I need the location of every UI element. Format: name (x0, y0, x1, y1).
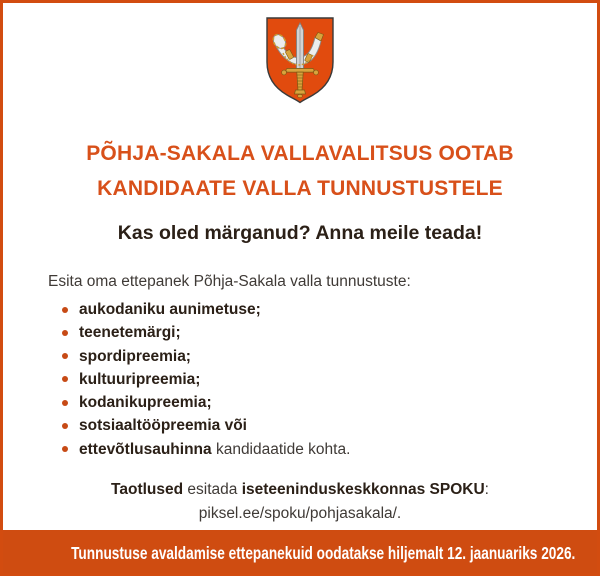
list-item (62, 368, 600, 391)
poster-title-line2: KANDIDAATE VALLA TUNNUSTUSTELE (97, 176, 503, 200)
list-item (62, 321, 600, 344)
application-info (20, 478, 580, 526)
award-name: sotsiaaltööpreemia või (79, 417, 247, 435)
poster-title-line1: PÕHJA-SAKALA VALLAVALITSUS OOTAB (86, 142, 514, 165)
bullet-icon (62, 307, 68, 313)
award-suffix: kandidaatide kohta. (211, 440, 351, 458)
award-name: kodanikupreemia; (79, 394, 212, 412)
award-name: ettevõtlusauhinna (79, 440, 212, 458)
award-name: teenetemärgi; (79, 324, 181, 342)
pohja-sakala-coat-of-arms-icon (265, 16, 335, 105)
list-item (62, 345, 600, 368)
list-item (62, 438, 600, 461)
bullet-icon (62, 423, 68, 429)
bullet-icon (62, 330, 68, 336)
intro-text: Esita oma ettepanek Põhja-Sakala valla tunnustuste: (48, 273, 411, 290)
application-bold: Taotlused (111, 481, 184, 499)
application-url: piksel.ee/spoku/pohjasakala/. (198, 505, 402, 523)
poster-subtitle: Kas oled märganud? Anna meile teada! (117, 222, 483, 244)
bullet-icon (62, 353, 68, 359)
application-bold: iseteeninduskeskkonnas SPOKU (241, 481, 485, 499)
bullet-icon (62, 400, 68, 406)
deadline-banner (0, 530, 600, 576)
coat-of-arms (0, 16, 600, 110)
application-regular: esitada (183, 481, 242, 499)
list-item (62, 391, 600, 414)
list-item (62, 414, 600, 437)
award-name: aukodaniku aunimetuse; (79, 301, 261, 318)
bullet-icon (62, 376, 68, 382)
awards-list (0, 298, 600, 461)
application-regular: : (484, 481, 489, 499)
list-item (62, 298, 600, 321)
award-name: kultuuripreemia; (79, 370, 201, 388)
poster-title (20, 137, 580, 206)
bullet-icon (62, 446, 68, 452)
deadline-text: Tunnustuse avaldamise ettepanekuid oodatakse hiljemalt 12. jaanuariks 2026. (71, 543, 576, 563)
award-name: spordipreemia; (79, 347, 191, 365)
application-line (20, 478, 580, 502)
